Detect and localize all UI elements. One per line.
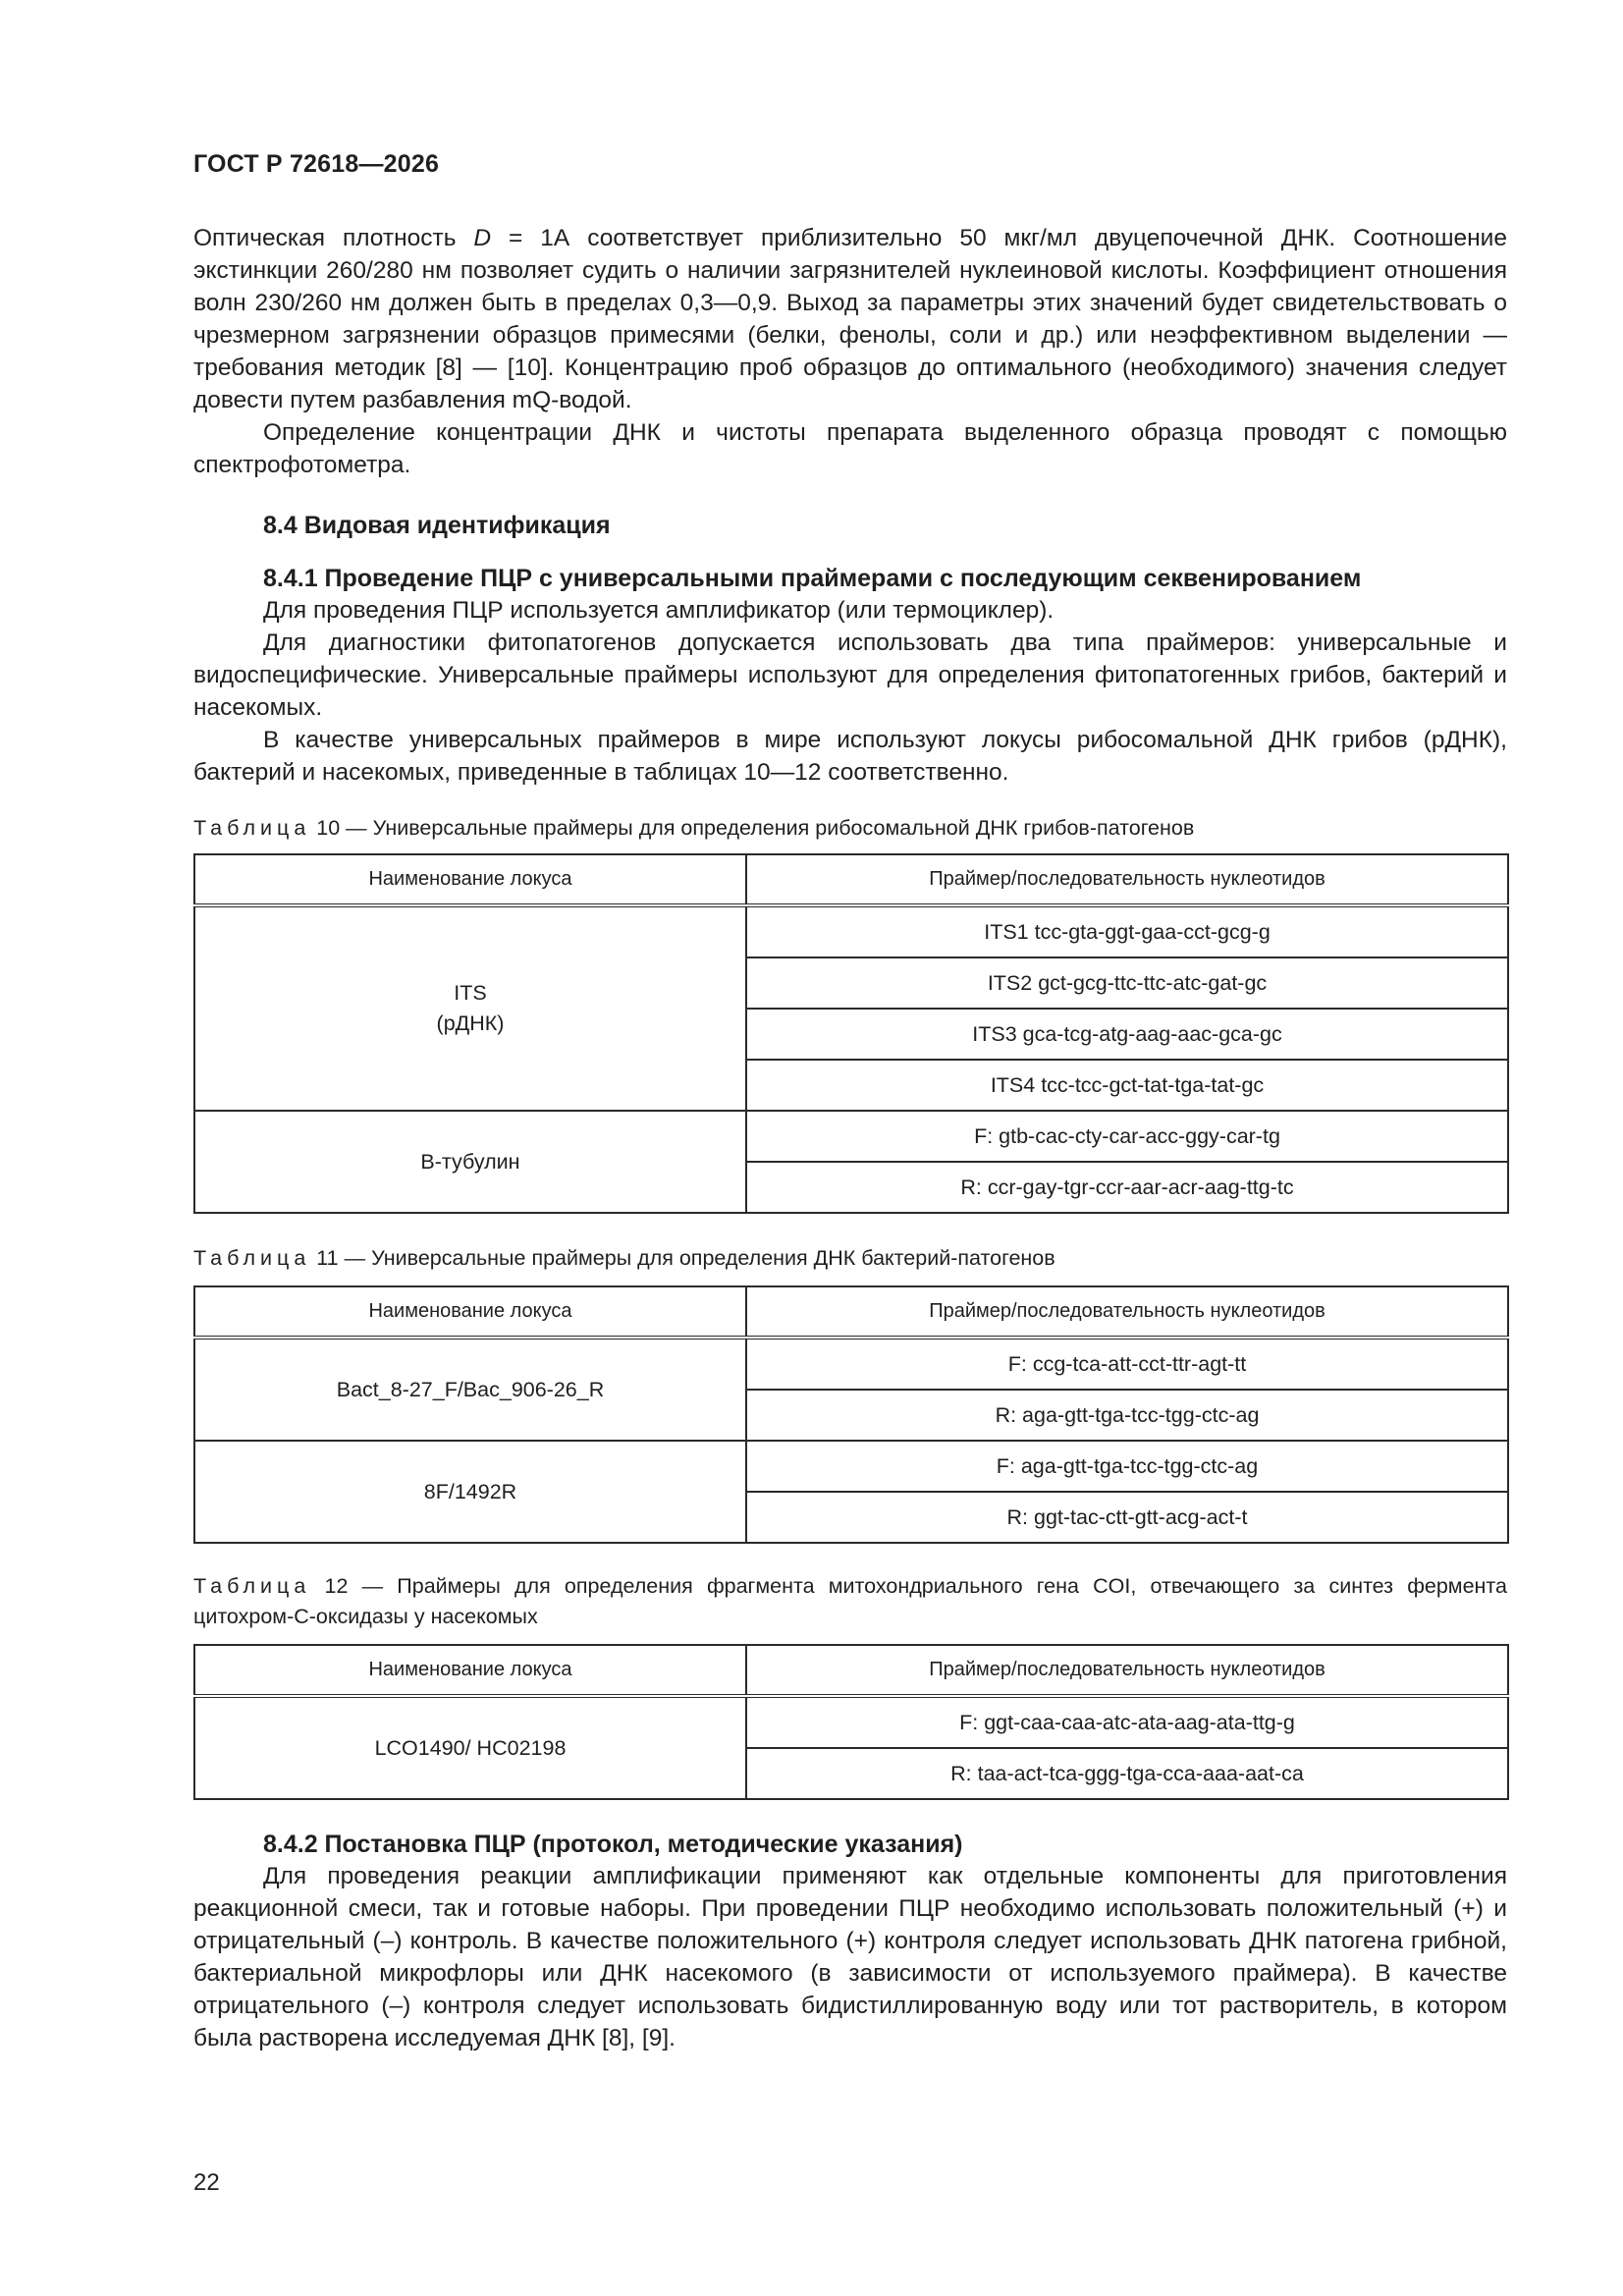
intro-paragraph-1: Оптическая плотность D = 1А соответствует приблизительно 50 мкг/мл двуцепочечной ДНК. Соотношение экстинкции 260/280 нм позволяет судить о наличии загрязнителей нуклеиновой кислоты. Коэффициент отношения волн 230/260 нм должен быть в пределах 0,3—0,9. Выход за параметры этих значений будет свидетельствовать о чрезмерном загрязнении образцов примесями (белки, фенолы, соли и др.) или неэффективном выделении — требования методик [8] — [10]. Концентрацию проб образцов до оптимального (необходимого) значения следует довести путем разбавления mQ-водой. <box>193 225 1507 413</box>
table-row <box>194 1111 1508 1162</box>
section-8-4-2-body <box>193 1860 1507 2054</box>
primer-cell: F: ggt-caa-caa-atc-ata-aag-ata-ttg-g <box>746 1696 1508 1748</box>
section-8-4-title: 8.4 Видовая идентификация <box>263 512 611 539</box>
column-header-locus: Наименование локуса <box>194 1286 746 1338</box>
intro-paragraph-2: Определение концентрации ДНК и чистоты препарата выделенного образца проводят с помощью спектрофотометра. <box>193 419 1507 478</box>
table-row <box>194 1338 1508 1390</box>
primer-cell: F: ccg-tca-att-cct-ttr-agt-tt <box>746 1338 1508 1390</box>
table-10 <box>193 853 1509 1214</box>
table-row <box>194 1696 1508 1748</box>
section-8-4-1-paragraph-3: В качестве универсальных праймеров в мире используют локусы рибосомальной ДНК грибов (рДНК), бактерий и насекомых, приведенные в таблицах 10—12 соответственно. <box>193 727 1507 786</box>
column-header-locus: Наименование локуса <box>194 854 746 905</box>
column-header-primer: Праймер/последовательность нуклеотидов <box>746 854 1508 905</box>
primer-cell: R: ccr-gay-tgr-ccr-aar-acr-aag-ttg-tc <box>746 1162 1508 1213</box>
document-header: ГОСТ Р 72618—2026 <box>193 150 440 178</box>
table-header-row <box>194 854 1508 905</box>
section-8-4-1-title: 8.4.1 Проведение ПЦР с универсальными праймерами с последующим секвенированием <box>263 565 1362 592</box>
primer-cell: R: ggt-tac-ctt-gtt-acg-act-t <box>746 1492 1508 1543</box>
primer-cell: ITS4 tcc-tcc-gct-tat-tga-tat-gc <box>746 1060 1508 1111</box>
locus-cell: ITS (рДНК) <box>194 905 746 1111</box>
primer-cell: F: aga-gtt-tga-tcc-tgg-ctc-ag <box>746 1441 1508 1492</box>
table-10-caption: Таблица 10 — Универсальные праймеры для определения рибосомальной ДНК грибов-патогенов <box>193 816 1195 840</box>
section-8-4-1-paragraph-2: Для диагностики фитопатогенов допускается использовать два типа праймеров: универсальные и видоспецифические. Универсальные праймеры используют для определения фитопатогенных грибов, бактерий и насекомых. <box>193 629 1507 721</box>
section-8-4-1-body <box>193 594 1507 789</box>
section-8-4-2-paragraph-1: Для проведения реакции амплификации применяют как отдельные компоненты для приготовления реакционной смеси, так и готовые наборы. При проведении ПЦР необходимо использовать положительный (+) и отрицательный (–) контроль. В качестве положительного (+) контроля следует использовать ДНК патогена грибной, бактериальной микрофлоры или ДНК насекомого (в зависимости от используемого праймера). В качестве отрицательного (–) контроля следует использовать бидистиллированную воду или тот растворитель, в котором была растворена исследуемая ДНК [8], [9]. <box>193 1863 1507 2051</box>
table-header-row <box>194 1286 1508 1338</box>
primer-cell: R: taa-act-tca-ggg-tga-cca-aaa-aat-ca <box>746 1748 1508 1799</box>
table-header-row <box>194 1645 1508 1696</box>
section-8-4-2-title: 8.4.2 Постановка ПЦР (протокол, методические указания) <box>263 1831 963 1858</box>
primer-cell: ITS1 tcc-gta-ggt-gaa-cct-gcg-g <box>746 905 1508 957</box>
primer-cell: ITS2 gct-gcg-ttc-ttc-atc-gat-gc <box>746 957 1508 1009</box>
page-number: 22 <box>193 2169 220 2196</box>
table-12 <box>193 1644 1509 1800</box>
table-11 <box>193 1285 1509 1544</box>
locus-cell: LCO1490/ HC02198 <box>194 1696 746 1799</box>
table-row <box>194 1441 1508 1492</box>
column-header-locus: Наименование локуса <box>194 1645 746 1696</box>
column-header-primer: Праймер/последовательность нуклеотидов <box>746 1286 1508 1338</box>
table-row <box>194 905 1508 957</box>
section-8-4-1-paragraph-1: Для проведения ПЦР используется амплификатор (или термоциклер). <box>263 597 1055 624</box>
table-11-caption: Таблица 11 — Универсальные праймеры для определения ДНК бактерий-патогенов <box>193 1246 1055 1270</box>
column-header-primer: Праймер/последовательность нуклеотидов <box>746 1645 1508 1696</box>
primer-cell: R: aga-gtt-tga-tcc-tgg-ctc-ag <box>746 1390 1508 1441</box>
primer-cell: F: gtb-cac-cty-car-acc-ggy-car-tg <box>746 1111 1508 1162</box>
table-12-caption: Таблица 12 — Праймеры для определения фрагмента митохондриального гена COI, отвечающего за синтез фермента цитохром-С-оксидазы у насекомых <box>193 1574 1507 1628</box>
locus-cell: Bact_8-27_F/Bac_906-26_R <box>194 1338 746 1441</box>
primer-cell: ITS3 gca-tcg-atg-aag-aac-gca-gc <box>746 1009 1508 1060</box>
locus-cell: 8F/1492R <box>194 1441 746 1543</box>
locus-cell: B-тубулин <box>194 1111 746 1213</box>
intro-block <box>193 222 1507 481</box>
